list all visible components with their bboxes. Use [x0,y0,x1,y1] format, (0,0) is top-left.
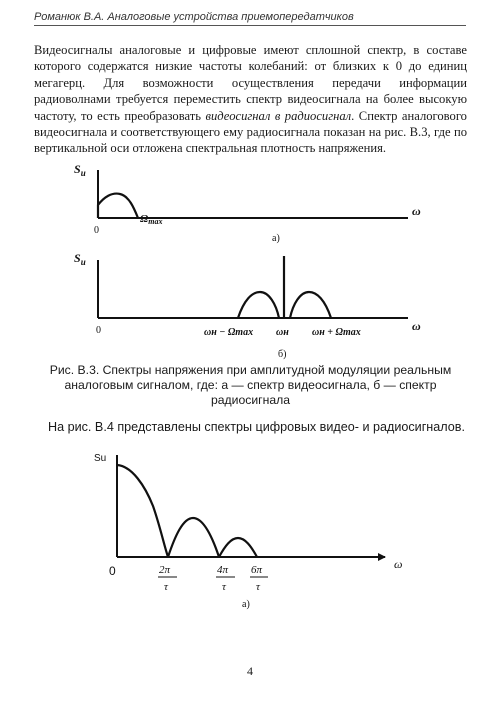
figure-b3-caption: Рис. В.3. Спектры напряжения при амплитудной модуляции реальным аналоговым сигналом, где: а — спектр видеосигнала, б — спектр радиосигнала [49,363,452,407]
figure-b3-panel-b [74,251,421,360]
panel-b-label: б) [278,349,287,360]
panel-a-label: а) [272,233,280,244]
panel-b-y-label: $S_u$ [74,251,86,267]
panel-b-upper-sideband-curve [290,292,331,318]
panel-a-omega-max-label: Ωmax [140,213,163,226]
b4-omega-axis-label: ω [394,557,403,571]
panel-b-origin-label: 0 [96,325,101,336]
panel-a-video-spectrum-curve [98,194,138,218]
panel-a-origin-label: 0 [94,225,99,236]
b4-tick-4pi-numerator: 4π [217,564,229,576]
running-header: Романюк В.А. Аналоговые устройства приемопередатчиков [34,11,466,26]
b4-tick-6pi-denominator: τ [256,581,260,593]
b4-tick-2pi-denominator: τ [164,581,168,593]
panel-b-omega-axis-label: ω [412,319,421,333]
b4-tick-4pi-denominator: τ [222,581,226,593]
b4-main-lobe-curve [117,465,168,557]
b4-second-lobe-curve [168,518,219,557]
panel-a-y-label: $S_u$ [74,162,86,178]
panel-b-tick-carrier-label: ωн [276,327,289,338]
b4-tick-4pi [216,564,235,593]
b4-y-label: Su [94,453,107,464]
intro-text-part2: . Спектр аналогового видеосигнала и соответствующего ему радиосигнала показан на рис. В.3, где по вертикальной оси отложена спектральная плотность напряжения. [34,108,467,156]
panel-b-tick-lower-label: ωн − Ωmax [204,327,254,338]
b4-third-lobe-curve [219,538,257,557]
figure-b3-panel-a [74,162,421,244]
b4-tick-6pi-numerator: 6π [251,564,263,576]
panel-b-tick-upper-label: ωн + Ωmax [312,327,361,338]
b4-panel-label: а) [242,599,250,610]
b4-origin-label: 0 [109,564,116,578]
intro-emphasis: видеосигнал в радиосигнал [205,108,352,123]
b4-tick-6pi [250,564,268,593]
panel-b-lower-sideband-curve [238,292,279,318]
figure-b4 [94,453,402,610]
page-number: 4 [247,664,253,678]
intro-text-part1: Видеосигналы аналоговые и цифровые имеют сплошной спектр, в составе которого содержатся низкие частоты колебаний: от близких к 0 до единиц мегагерц. Для возможности осуществления передачи информации радиоволнами требуется переместить спектр видеосигнала на более высокую частоту, то есть преобразовать [34,43,467,123]
panel-a-omega-axis-label: ω [412,204,421,218]
paragraph-figure-b4-intro: На рис. В.4 представлены спектры цифровых видео- и радиосигналов. [48,420,465,434]
b4-tick-2pi [158,564,177,593]
b4-tick-2pi-numerator: 2π [159,564,171,576]
